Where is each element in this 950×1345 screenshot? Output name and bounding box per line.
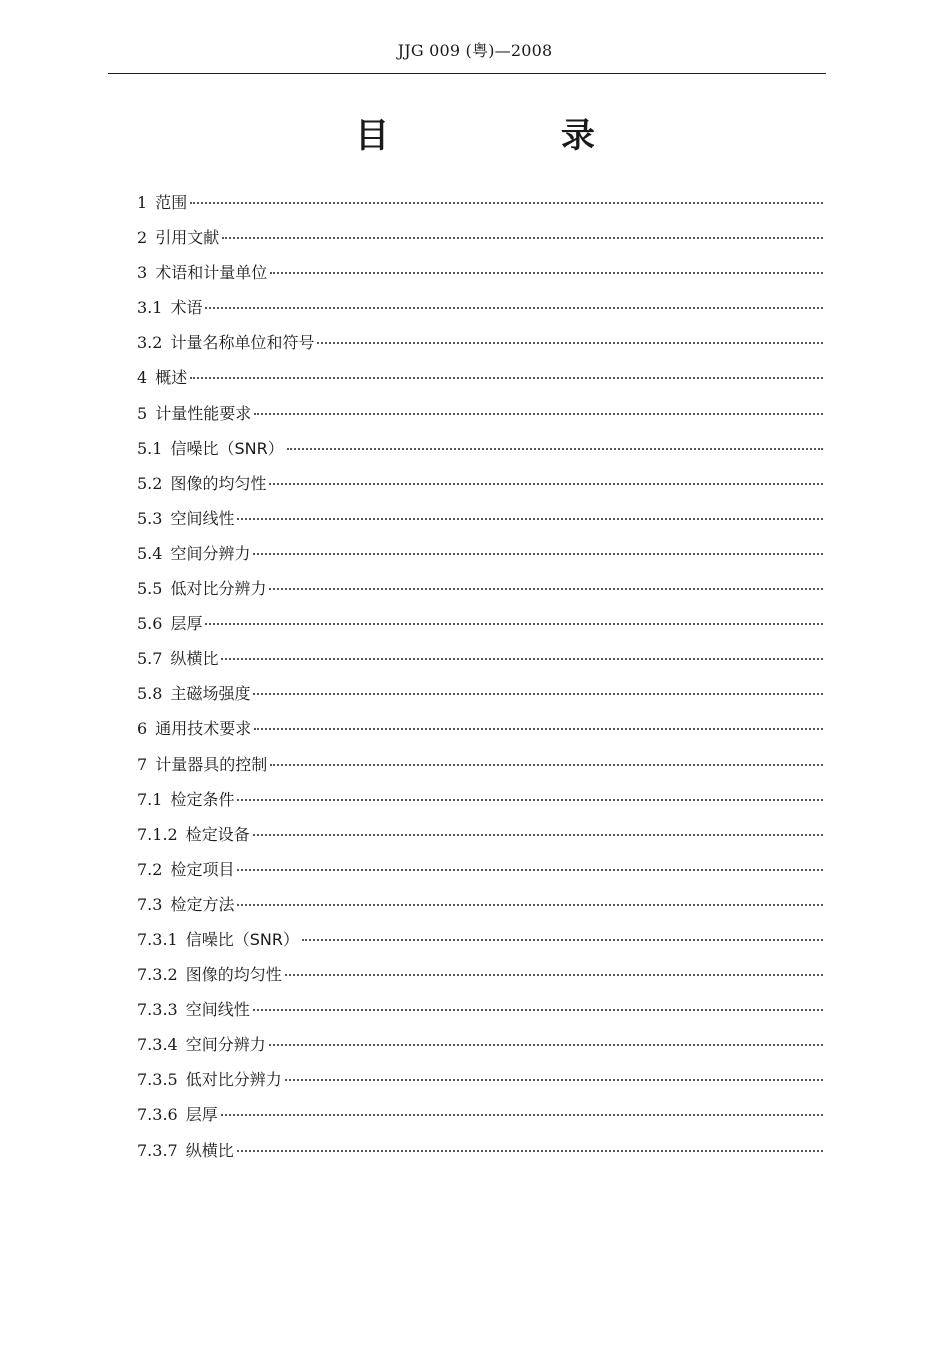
toc-entry-number: 7.3.4 [137,1035,178,1055]
page-title: 目 录 [355,116,675,156]
toc-entry-label: 图像的均匀性 [185,965,282,985]
toc-dot-leader [254,728,823,730]
toc-entry[interactable] [137,992,827,1027]
toc-entry-number: 5.8 [137,684,163,704]
toc-entry[interactable] [137,396,827,431]
toc-entry-label: 空间分辨力 [170,543,251,563]
toc-entry-label: 计量器具的控制 [155,754,268,774]
toc-entry[interactable] [137,676,827,711]
toc-entry-number: 7.3.3 [137,1000,178,1020]
toc-dot-leader [205,307,823,309]
toc-entry-label: 层厚 [185,1105,218,1125]
toc-entry[interactable] [137,887,827,922]
toc-entry-number: 7.3.6 [137,1105,178,1125]
toc-entry[interactable] [137,536,827,571]
toc-entry-label: 检定设备 [185,824,250,844]
toc-entry[interactable] [137,1062,827,1097]
toc-dot-leader [285,974,823,976]
toc-dot-leader [285,1079,823,1081]
toc-dot-leader [237,1150,823,1152]
toc-entry-label: 图像的均匀性 [170,473,267,493]
toc-entry-label: 范围 [155,193,188,212]
toc-entry-number: 5.2 [137,473,163,493]
toc-dot-leader [237,799,823,801]
toc-entry[interactable] [137,325,827,360]
toc-entry-number: 6 [137,719,148,739]
toc-entry-label: 引用文献 [155,228,220,248]
toc-entry-number: 3 [137,263,148,283]
toc-dot-leader [237,518,823,520]
toc-entry[interactable] [137,641,827,676]
toc-entry[interactable] [137,1133,827,1168]
toc-entry-number: 7.2 [137,859,163,879]
toc-entry[interactable] [137,606,827,641]
toc-entry-label: 主磁场强度 [170,684,251,704]
toc-entry[interactable] [137,957,827,992]
toc-entry[interactable] [137,1097,827,1132]
toc-dot-leader [302,939,823,941]
toc-dot-leader [287,448,823,450]
toc-entry-label: 空间分辨力 [185,1035,266,1055]
toc-entry[interactable] [137,782,827,817]
toc-entry-label: 纵横比 [185,1140,234,1160]
toc-entry-number: 3.2 [137,333,163,353]
toc-entry-label: 计量性能要求 [155,403,252,423]
toc-dot-leader [205,623,823,625]
toc-entry[interactable] [137,1027,827,1062]
toc-entry-label: 空间线性 [185,1000,250,1020]
toc-dot-leader [269,483,823,485]
toc-entry-label: 术语和计量单位 [155,263,268,283]
toc-dot-leader [190,377,823,379]
toc-dot-leader [222,237,823,239]
toc-entry-number: 5.3 [137,508,163,528]
toc-entry-number: 3.1 [137,298,163,318]
toc-entry-label: 计量名称单位和符号 [170,333,315,353]
toc-dot-leader [190,202,823,204]
toc-dot-leader [237,869,823,871]
toc-entry-number: 7 [137,754,148,774]
toc-dot-leader [317,342,823,344]
toc-entry[interactable] [137,220,827,255]
toc-entry-label: 通用技术要求 [155,719,252,739]
toc-entry-number: 5.7 [137,649,163,669]
toc-entry-label: 纵横比 [170,649,219,669]
toc-entry-label: 层厚 [170,614,203,634]
toc-entry-number: 7.1 [137,789,163,809]
toc-entry[interactable] [137,571,827,606]
toc-entry-number: 7.3.1 [137,929,178,949]
toc-entry-number: 4 [137,368,148,388]
toc-entry-label: 低对比分辨力 [170,579,267,599]
toc-entry[interactable] [137,360,827,395]
toc-entry-label: 术语 [170,298,203,318]
toc-entry[interactable] [137,711,827,746]
toc-entry-label: 检定项目 [170,859,235,879]
toc-entry-number: 5.1 [137,438,163,458]
toc-entry-number: 2 [137,228,148,248]
toc-entry[interactable] [137,255,827,290]
toc-entry-number: 7.1.2 [137,824,178,844]
toc-dot-leader [270,272,823,274]
toc-entry-label: 信噪比（SNR） [170,438,284,458]
toc-entry[interactable] [137,185,827,220]
toc-dot-leader [270,764,823,766]
toc-entry[interactable] [137,852,827,887]
toc-entry[interactable] [137,501,827,536]
toc-entry-label: 概述 [155,368,188,388]
toc-entry-label: 检定条件 [170,789,235,809]
header-divider [108,73,826,74]
toc-entry[interactable] [137,290,827,325]
toc-dot-leader [237,904,823,906]
toc-entry-number: 5.5 [137,579,163,599]
toc-entry-number: 7.3.7 [137,1140,178,1160]
toc-entry-number: 5.6 [137,614,163,634]
toc-entry-number: 7.3 [137,894,163,914]
toc-dot-leader [253,553,823,555]
toc-entry-number: 7.3.5 [137,1070,178,1090]
toc-entry-number: 7.3.2 [137,965,178,985]
toc-dot-leader [221,658,823,660]
toc-dot-leader [221,1114,823,1116]
toc-entry[interactable] [137,431,827,466]
toc-dot-leader [253,693,823,695]
toc-dot-leader [269,588,823,590]
toc-entry-number: 5 [137,403,148,423]
toc-entry-label: 信噪比（SNR） [185,929,299,949]
table-of-contents [137,185,827,1168]
toc-entry-label: 检定方法 [170,894,235,914]
toc-entry[interactable] [137,922,827,957]
toc-entry[interactable] [137,747,827,782]
document-code-header: JJG 009 (粤)—2008 [397,41,553,60]
toc-dot-leader [269,1044,823,1046]
toc-entry[interactable] [137,817,827,852]
toc-entry-number: 1 [137,193,148,212]
toc-dot-leader [253,834,823,836]
toc-dot-leader [253,1009,823,1011]
toc-entry-label: 空间线性 [170,508,235,528]
toc-entry-label: 低对比分辨力 [185,1070,282,1090]
toc-dot-leader [254,413,823,415]
toc-entry[interactable] [137,466,827,501]
toc-entry-number: 5.4 [137,543,163,563]
